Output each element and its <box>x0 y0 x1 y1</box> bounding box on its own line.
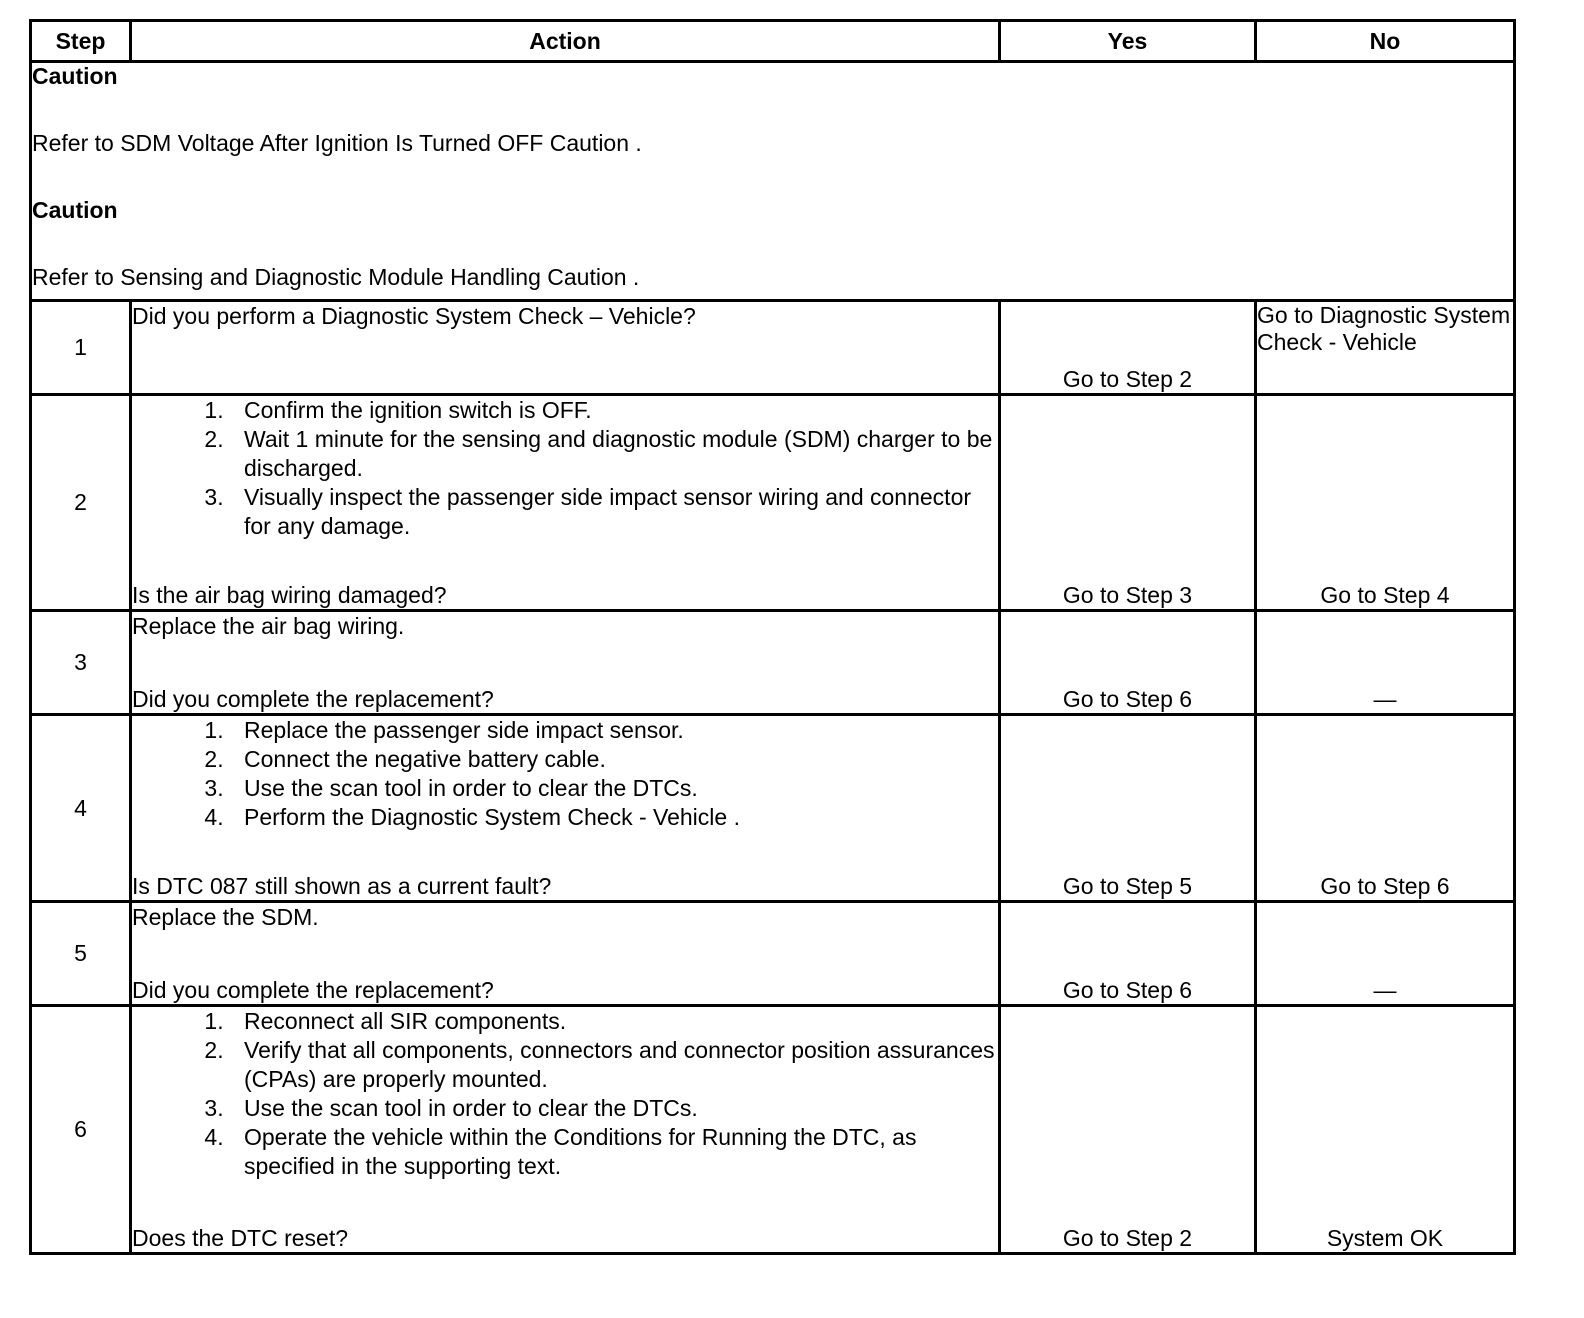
diagnostic-table <box>29 19 1516 1255</box>
list-item: 1. Confirm the ignition switch is OFF. <box>230 396 998 425</box>
step-instruction: Replace the SDM. <box>132 904 319 930</box>
caution-block <box>31 62 1515 301</box>
step-instruction: Replace the air bag wiring. <box>132 613 405 639</box>
list-item: 2. Wait 1 minute for the sensing and diagnostic module (SDM) charger to be discharged. <box>230 425 998 483</box>
step-instructions <box>132 1007 998 1181</box>
caution-text: Refer to SDM Voltage After Ignition Is Turned OFF Caution . <box>32 130 642 156</box>
step-question: Did you complete the replacement? <box>132 977 494 1003</box>
step-number: 1 <box>31 301 131 395</box>
table-row <box>31 902 1515 1006</box>
caution-text: Refer to Sensing and Diagnostic Module Handling Caution . <box>32 264 640 290</box>
yes-link[interactable]: Go to Step 2 <box>1000 1006 1256 1254</box>
no-value: — <box>1256 611 1515 715</box>
step-number: 2 <box>31 395 131 611</box>
action-cell <box>131 902 1000 1006</box>
action-cell <box>131 1006 1000 1254</box>
step-number: 4 <box>31 715 131 902</box>
list-item: 2. Verify that all components, connectors and connector position assurances (CPAs) are properly mounted. <box>230 1036 998 1094</box>
caution-row <box>31 62 1515 301</box>
action-cell <box>131 301 1000 395</box>
list-item: 4. Perform the Diagnostic System Check - Vehicle . <box>230 803 998 832</box>
caution-title: Caution <box>32 63 118 89</box>
list-item: 4. Operate the vehicle within the Conditions for Running the DTC, as specified in the supporting text. <box>230 1123 998 1181</box>
step-question: Did you complete the replacement? <box>132 686 494 712</box>
header-action: Action <box>131 21 1000 62</box>
step-number: 6 <box>31 1006 131 1254</box>
yes-link[interactable]: Go to Step 2 <box>1000 301 1256 395</box>
list-item: 3. Visually inspect the passenger side impact sensor wiring and connector for any damage. <box>230 483 998 541</box>
step-question: Is DTC 087 still shown as a current fault? <box>132 873 552 899</box>
list-item: 3. Use the scan tool in order to clear the DTCs. <box>230 1094 998 1123</box>
step-question: Does the DTC reset? <box>132 1225 349 1251</box>
no-link[interactable]: Go to Step 4 <box>1256 395 1515 611</box>
yes-link[interactable]: Go to Step 6 <box>1000 611 1256 715</box>
action-cell <box>131 715 1000 902</box>
yes-link[interactable]: Go to Step 5 <box>1000 715 1256 902</box>
action-cell <box>131 611 1000 715</box>
table-row <box>31 395 1515 611</box>
header-no: No <box>1256 21 1515 62</box>
step-number: 3 <box>31 611 131 715</box>
step-instructions <box>132 716 998 832</box>
list-item: 1. Reconnect all SIR components. <box>230 1007 998 1036</box>
step-question: Is the air bag wiring damaged? <box>132 582 447 608</box>
no-link[interactable]: Go to Step 6 <box>1256 715 1515 902</box>
step-question: Did you perform a Diagnostic System Check – Vehicle? <box>132 303 696 329</box>
header-step: Step <box>31 21 131 62</box>
header-row <box>31 21 1515 62</box>
table-row <box>31 715 1515 902</box>
no-value: — <box>1256 902 1515 1006</box>
no-link[interactable]: Go to Diagnostic System Check - Vehicle <box>1256 301 1515 395</box>
list-item: 1. Replace the passenger side impact sensor. <box>230 716 998 745</box>
table-row <box>31 1006 1515 1254</box>
list-item: 3. Use the scan tool in order to clear the DTCs. <box>230 774 998 803</box>
yes-link[interactable]: Go to Step 3 <box>1000 395 1256 611</box>
action-cell <box>131 395 1000 611</box>
yes-link[interactable]: Go to Step 6 <box>1000 902 1256 1006</box>
header-yes: Yes <box>1000 21 1256 62</box>
step-number: 5 <box>31 902 131 1006</box>
table-row <box>31 301 1515 395</box>
list-item: 2. Connect the negative battery cable. <box>230 745 998 774</box>
no-value: System OK <box>1256 1006 1515 1254</box>
caution-title: Caution <box>32 197 118 223</box>
table-row <box>31 611 1515 715</box>
step-instructions <box>132 396 998 541</box>
